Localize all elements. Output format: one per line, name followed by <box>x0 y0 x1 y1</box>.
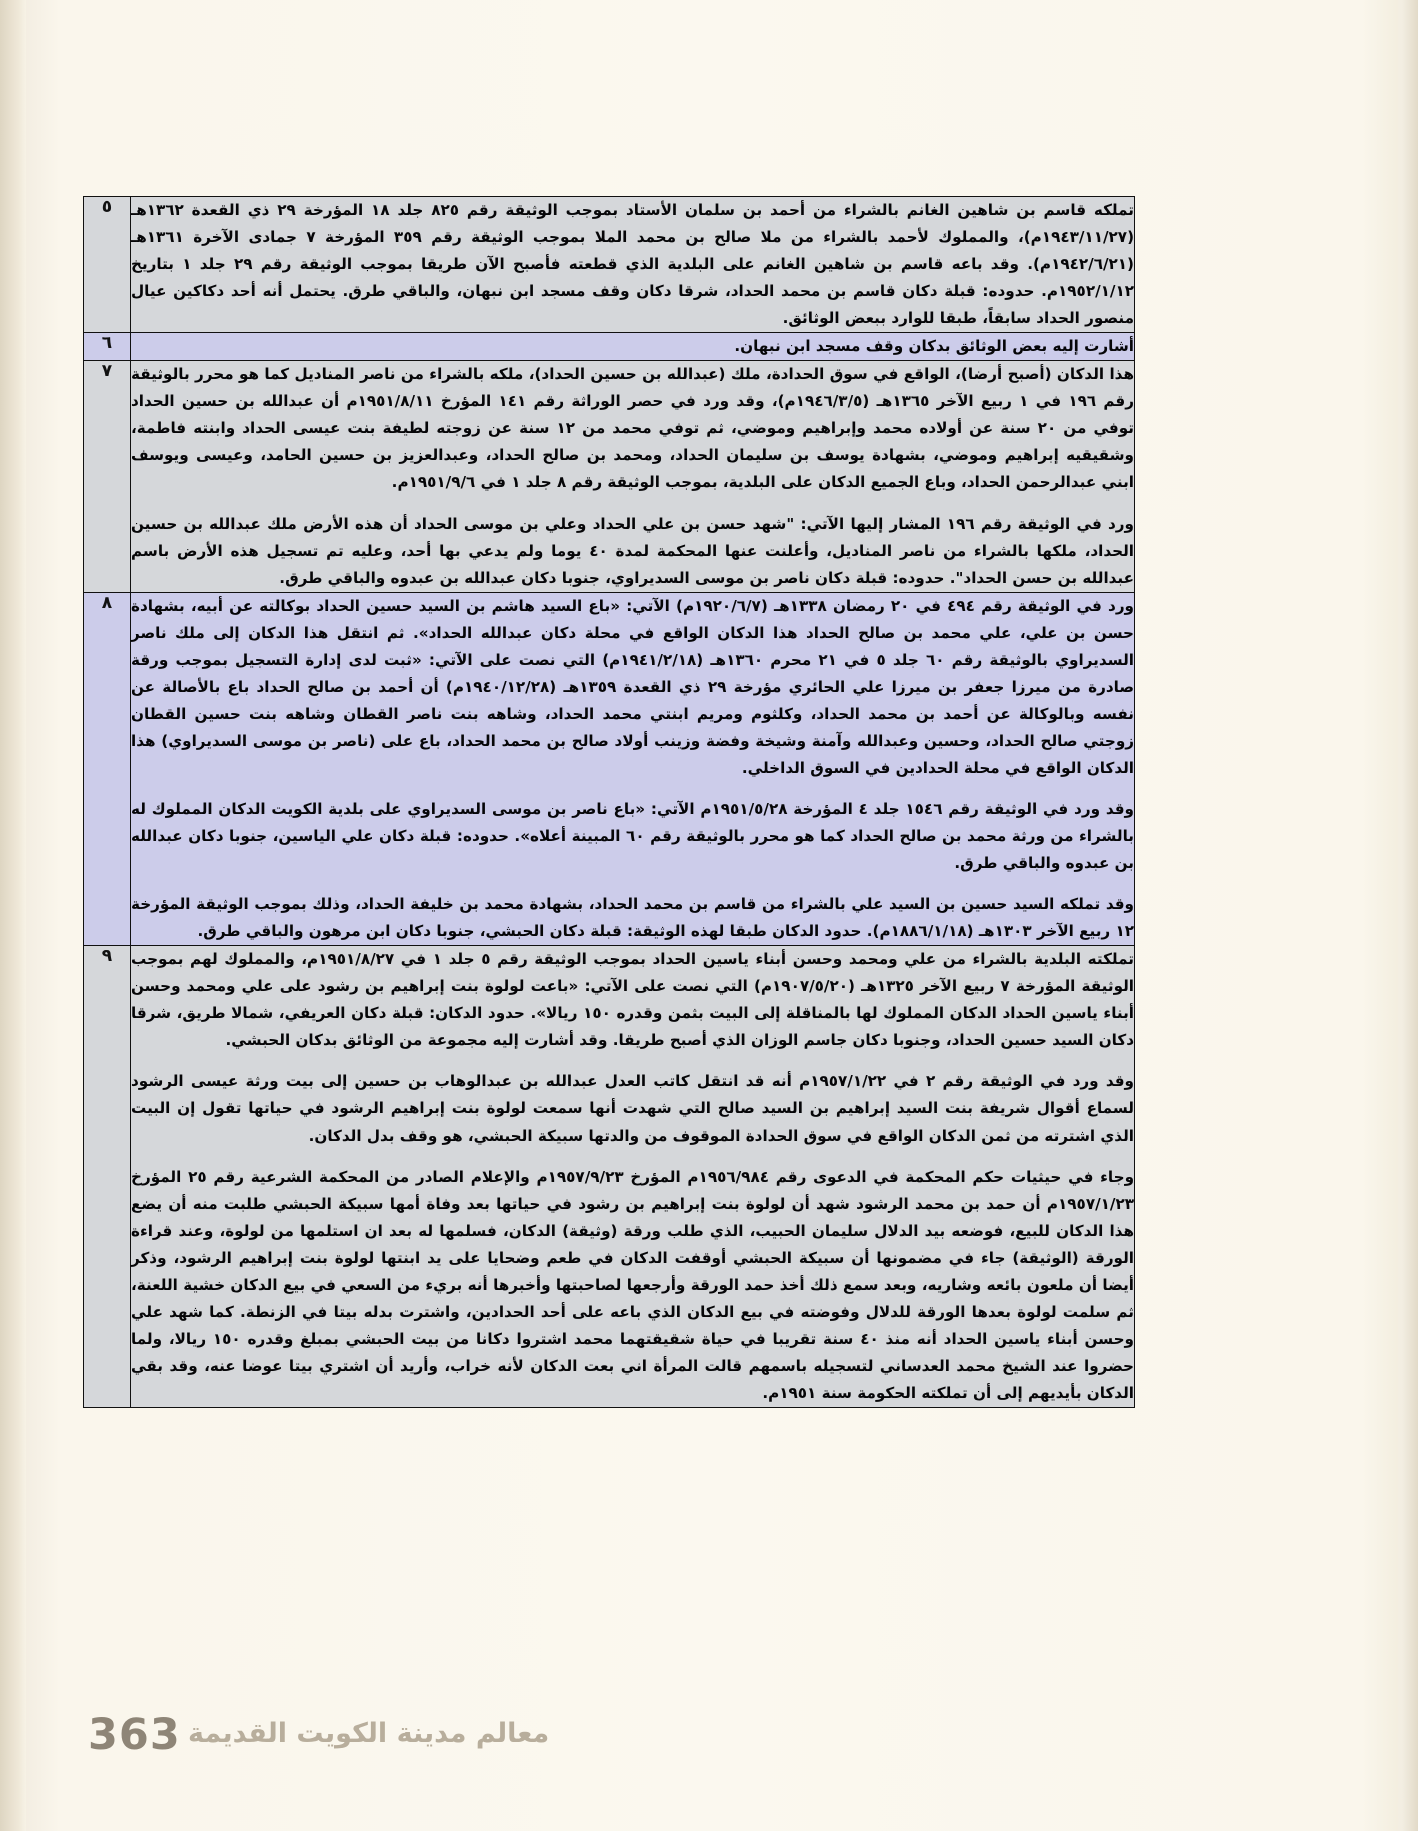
record-number: ٨ <box>84 592 131 946</box>
table-row <box>84 333 1135 361</box>
record-text-cell <box>131 197 1135 333</box>
record-paragraph: وقد ورد في الوثيقة رقم ٢ في ١٩٥٧/١/٢٢م أنه قد انتقل كاتب العدل عبدالله بن عبدالوهاب بن حسين إلى بيت ورثة عيسى الرشود لسماع أقوال شريفة بنت السيد إبراهيم بن السيد صالح التي شهدت أنها سمعت لولوة بنت إبراهيم الرشود في حياتها تقول إن البيت الذي اشترته من ثمن الدكان الواقع في سوق الحدادة الموقوف من والدتها سبيكة الحبشي، هو وقف بدل الدكان. <box>131 1072 1134 1145</box>
record-text-cell: أشارت إليه بعض الوثائق بدكان وقف مسجد ابن نبهان. <box>131 333 1135 361</box>
record-paragraph: هذا الدكان (أصبح أرضا)، الواقع في سوق الحدادة، ملك (عبدالله بن حسين الحداد)، ملكه بالشراء من ناصر المناديل كما هو محرر بالوثيقة رقم ١٩٦ في ١ ربيع الآخر ١٣٦٥هـ (١٩٤٦/٣/٥م)، وقد ورد في حصر الوراثة رقم ١٤١ المؤرخ ١٩٥١/٨/١١م أن عبدالله بن حسين الحداد توفي من ٢٠ سنة عن أولاده محمد وإبراهيم وموضي، ثم توفي محمد من ١٢ سنة عن زوجته لطيفة بنت عيسى الحداد وابنته فاطمة، وشقيقيه إبراهيم وموضي، بشهادة يوسف بن سليمان الحداد، ومحمد بن صالح الحداد، وعبدالعزيز بن حسين الحامد، وعيسى ويوسف ابني عبدالرحمن الحداد، وباع الجميع الدكان على البلدية، بموجب الوثيقة رقم ٨ جلد ١ في ١٩٥١/٩/٦م. <box>131 365 1134 492</box>
record-paragraph: ورد في الوثيقة رقم ١٩٦ المشار إليها الآتي: "شهد حسن بن علي الحداد وعلي بن موسى الحداد أن هذه الأرض ملك عبدالله بن حسين الحداد، ملكها بالشراء من ناصر المناديل، وأعلنت عنها المحكمة لمدة ٤٠ يوما ولم يدعي بها أحد، وعليه تم تسجيل هذه الأرض باسم عبدالله بن حسن الحداد". حدوده: قبلة دكان ناصر بن موسى السديراوي، جنوبا دكان عبدالله بن عبدوه والباقي طرق. <box>131 514 1134 587</box>
property-records-table <box>83 196 1135 1408</box>
record-text-cell <box>131 361 1135 592</box>
record-paragraph: ورد في الوثيقة رقم ٤٩٤ في ٢٠ رمضان ١٣٣٨هـ (١٩٢٠/٦/٧م) الآتي: «باع السيد هاشم بن السيد حسين الحداد بوكالته عن أبيه، بشهادة حسن بن علي، علي محمد بن صالح الحداد هذا الدكان الواقع في محلة دكان عبدالله الحداد». ثم انتقل هذا الدكان إلى ملك ناصر السديراوي بالوثيقة رقم ٦٠ جلد ٥ في ٢١ محرم ١٣٦٠هـ (١٩٤١/٢/١٨م) التي نصت على الآتي: «ثبت لدى إدارة التسجيل بموجب ورقة صادرة من ميرزا جعفر بن ميرزا علي الحائري مؤرخة ٢٩ ذي القعدة ١٣٥٩هـ (١٩٤٠/١٢/٢٨م) أن أحمد بن صالح الحداد باع بالأصالة عن نفسه وبالوكالة عن أحمد بن محمد الحداد، وكلثوم ومريم ابنتي محمد الحداد، وشاهه بنت ناصر القطان وشاهه بنت حسين القطان زوجتي صالح الحداد، وحسين وعبدالله وآمنة وشيخة وفضة وزينب أولاد صالح بن محمد الحداد، باع على (ناصر بن موسى السديراوي) هذا الدكان الواقع في محلة الحدادين في السوق الداخلي. <box>131 596 1135 777</box>
record-paragraph: تملكه قاسم بن شاهين الغانم بالشراء من أحمد بن سلمان الأستاد بموجب الوثيقة رقم ٨٢٥ جلد ١٨ المؤرخة ٢٩ ذي القعدة ١٣٦٢هـ (١٩٤٣/١١/٢٧م)، والمملوك لأحمد بالشراء من ملا صالح بن محمد الملا بموجب الوثيقة رقم ٣٥٩ المؤرخة ٧ جمادى الآخرة ١٣٦١هـ (١٩٤٢/٦/٢١م). وقد باعه قاسم بن شاهين الغانم على البلدية الذي قطعته فأصبح الآن طريقا بموجب الوثيقة رقم ٢٩ جلد ١ بتاريخ ١٩٥٢/١/١٢م. حدوده: قبلة دكان قاسم بن محمد الحداد، شرقا دكان وقف مسجد ابن نبهان، والباقي طرق. يحتمل أنه أحد دكاكين عيال منصور الحداد سابقاً، طبقا للوارد ببعض الوثائق. <box>131 201 1135 328</box>
book-title: معالم مدينة الكويت القديمة <box>188 1718 550 1749</box>
table-row <box>84 361 1135 592</box>
table-row <box>84 592 1135 946</box>
page-edge-left <box>0 0 26 1831</box>
page-footer <box>88 1700 648 1770</box>
record-paragraph: وجاء في حيثيات حكم المحكمة في الدعوى رقم ١٩٥٦/٩٨٤م المؤرخ ١٩٥٧/٩/٢٣م والإعلام الصادر من المحكمة الشرعية رقم ٢٥ المؤرخ ١٩٥٧/١/٢٣م أن حمد بن محمد الرشود شهد أن لولوة بنت إبراهيم بن رشود في حياتها بعد وفاة أمها سبيكة الحبشي طلبت منه أن يضع هذا الدكان للبيع، فوضعه بيد الدلال سليمان الحبيب، الذي طلب ورقة (وثيقة) الدكان، فسلمها له بعد ان استلمها من لولوة، وعند قراءة الورقة (الوثيقة) جاء في مضمونها أن سبيكة الحبشي أوقفت الدكان في طعم وضحايا على يد ابنتها لولوة بنت إبراهيم الرشود، وذكر أيضا أن ملعون بائعه وشاريه، وبعد سمع ذلك أخذ حمد الورقة وأرجعها لصاحبتها وأخبرها أنه بريء من السعي في بيع الدكان خشية اللعنة، ثم سلمت لولوة بعدها الورقة للدلال وفوضته في بيع الدكان الذي باعه على أحد الحدادين، واشترت بدله بيتا في الزنطة. كما شهد علي وحسن أبناء ياسين الحداد أنه منذ ٤٠ سنة تقريبا في حياة شقيقتهما محمد اشتروا دكانا من بيت الحبشي بمبلغ وقدره ١٥٠ ريالا، ولما حضروا عند الشيخ محمد العدساني لتسجيله باسمهم قالت المرأة اني بعت الدكان لأنه خراب، وأريد أن اشتري بيتا عوضا عنه، وقد بقي الدكان بأيديهم إلى أن تملكته الحكومة سنة ١٩٥١م. <box>131 1167 1135 1402</box>
page-number: 363 <box>88 1710 181 1760</box>
record-paragraph: تملكته البلدية بالشراء من علي ومحمد وحسن أبناء ياسين الحداد بموجب الوثيقة رقم ٥ جلد ١ في ١٩٥١/٨/٢٧م، والمملوك لهم بموجب الوثيقة المؤرخة ٧ ربيع الآخر ١٣٢٥هـ (١٩٠٧/٥/٢٠م) التي نصت على الآتي: «باعت لولوة بنت إبراهيم بن رشود على علي ومحمد وحسن أبناء ياسين الحداد الدكان المملوك لها بالمناقلة إلى البيت بثمن وقدره ١٥٠ ريالا». حدود الدكان: قبلة دكان العريفي، شمالا طريق، شرقا دكان السيد حسين الحداد، وجنوبا دكان جاسم الوزان الذي أصبح طريقا. وقد أشارت إليه مجموعة من الوثائق بدكان الحبشي. <box>131 950 1135 1050</box>
record-text-cell <box>131 592 1135 946</box>
record-text-cell <box>131 946 1135 1408</box>
record-number: ٩ <box>84 946 131 1408</box>
record-paragraph: وقد ورد في الوثيقة رقم ١٥٤٦ جلد ٤ المؤرخة ١٩٥١/٥/٢٨م الآتي: «باع ناصر بن موسى السديراوي على بلدية الكويت الدكان المملوك له بالشراء من ورثة محمد بن صالح الحداد كما هو محرر بالوثيقة رقم ٦٠ المبينة أعلاه». حدوده: قبلة دكان علي الياسين، جنوبا دكان عبدالله بن عبدوه والباقي طرق. <box>131 799 1134 873</box>
page-edge-right <box>1398 0 1418 1831</box>
record-number: ٧ <box>84 361 131 592</box>
record-paragraph: وقد تملكه السيد حسين بن السيد علي بالشراء من قاسم بن محمد الحداد، بشهادة محمد بن خليفة الحداد، وذلك بموجب الوثيقة المؤرخة ١٢ ربيع الآخر ١٣٠٣هـ (١٨٨٦/١/١٨م). حدود الدكان طبقا لهذه الوثيقة: قبلة دكان الحبشي، جنوبا دكان ابن مرهون والباقي طرق. <box>131 895 1134 941</box>
table-row <box>84 946 1135 1408</box>
record-number: ٦ <box>84 333 131 361</box>
table-row <box>84 197 1135 333</box>
record-number: ٥ <box>84 197 131 333</box>
